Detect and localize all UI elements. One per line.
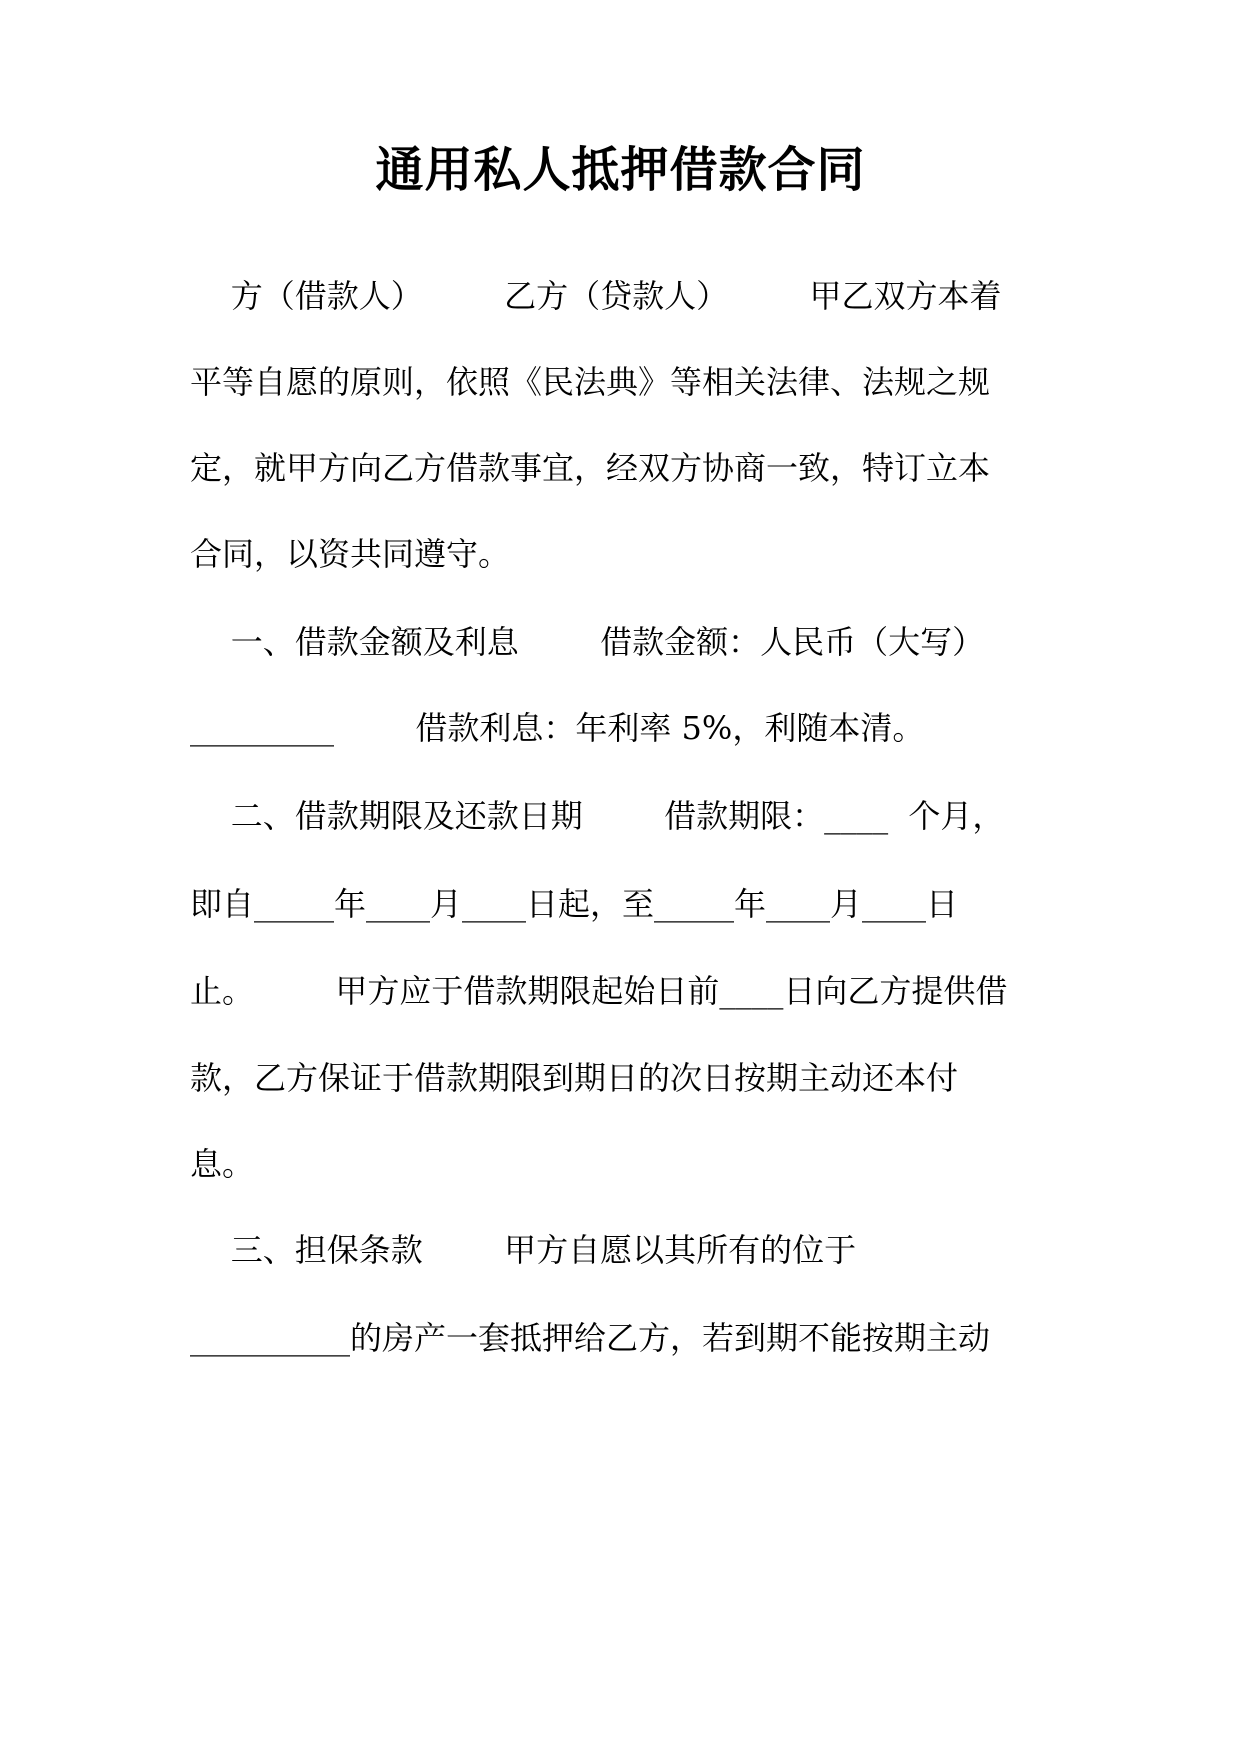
section-1-heading-line: 一、借款金额及利息 借款金额：人民币（大写） [190, 623, 985, 661]
body-line-2: 平等自愿的原则，依照《民法典》等相关法律、法规之规 [190, 363, 991, 401]
body-line-1: 方（借款人） 乙方（贷款人） 甲乙双方本着 [190, 277, 1002, 315]
body-line-13: __________的房产一套抵押给乙方，若到期不能按期主动 [190, 1319, 991, 1357]
body-line-3: 定，就甲方向乙方借款事宜，经双方协商一致，特订立本 [190, 449, 991, 487]
section-3-heading-line: 三、担保条款 甲方自愿以其所有的位于 [190, 1231, 857, 1269]
body-line-10: 款，乙方保证于借款期限到期日的次日按期主动还本付 [190, 1059, 959, 1097]
body-line-9: 止。 甲方应于借款期限起始日前____日向乙方提供借 [190, 972, 1008, 1010]
body-line-4: 合同，以资共同遵守。 [190, 535, 511, 573]
body-line-8: 即自_____年____月____日起，至_____年____月____日 [190, 885, 959, 923]
body-line-11: 息。 [190, 1145, 255, 1183]
document-title: 通用私人抵押借款合同 [375, 142, 866, 198]
body-line-6: _________ 借款利息：年利率 5%，利随本清。 [190, 709, 925, 747]
section-2-heading-line: 二、借款期限及还款日期 借款期限：____ 个月， [190, 797, 1005, 835]
